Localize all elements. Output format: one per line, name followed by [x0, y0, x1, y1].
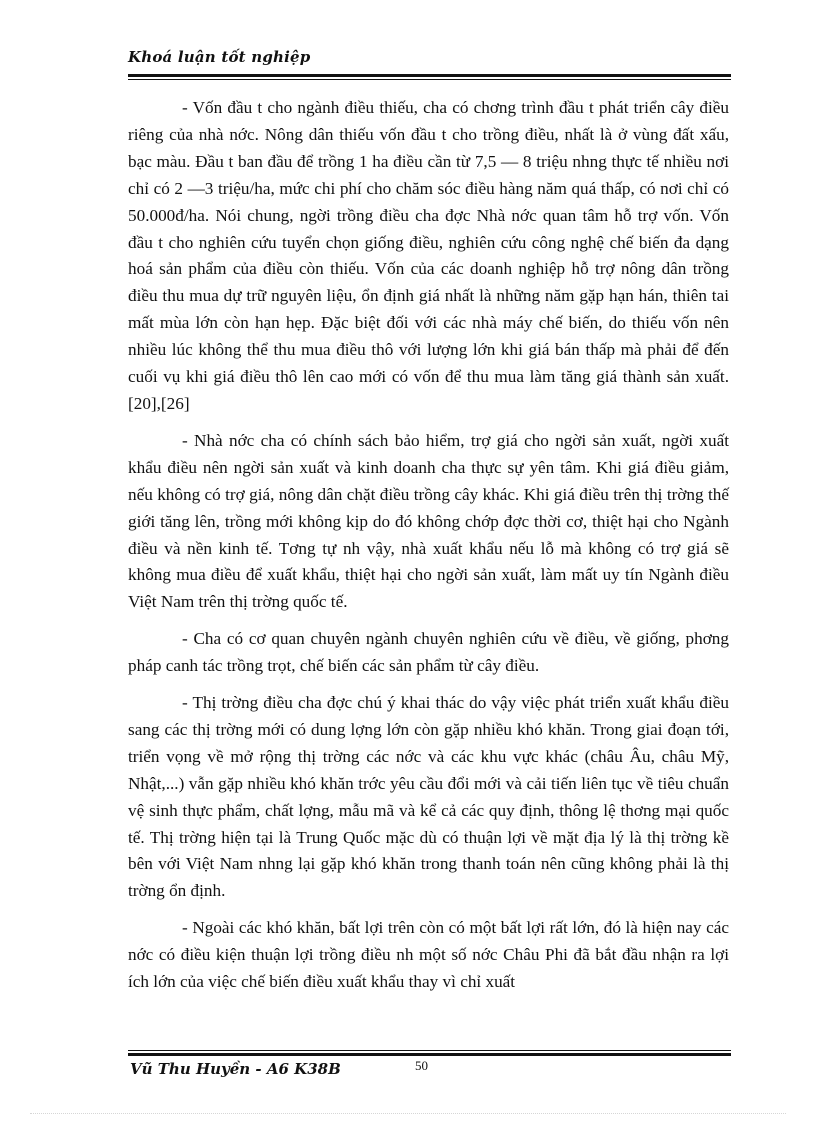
paragraph-capital-shortage: - Vốn đầu t cho ngành điều thiếu, cha có chơng trình đầu t phát triển cây điều riêng của nhà nớc. Nông dân thiếu vốn đầu t cho trồng điều, nhất là ở vùng đất xấu, bạc màu. Đầu t ban đầu để trồng 1 ha điều cần từ 7,5 — 8 triệu nhng thực tế nhiều nơi chỉ có 2 —3 triệu/ha, mức chi phí cho chăm sóc điều hàng năm quá thấp, có nơi chỉ có 50.000đ/ha. Nói chung, ngời trồng điều cha đợc Nhà nớc quan tâm hỗ trợ vốn. Vốn đầu t cho nghiên cứu tuyển chọn giống điều, nghiên cứu công nghệ chế biến đa dạng hoá sản phẩm của điều còn thiếu. Vốn của các doanh nghiệp hỗ trợ nông dân trồng điều thu mua dự trữ nguyên liệu, ổn định giá nhất là những năm gặp hạn hán, thiên tai mất mùa lớn còn hạn hẹp. Đặc biệt đối với các nhà máy chế biến, do thiếu vốn nên nhiều lúc không thể thu mua điều thô với lượng lớn khi giá bán thấp mà phải để đến cuối vụ khi giá điều thô lên cao mới có vốn để thu mua làm tăng giá thành sản xuất. [20],[26]: [128, 98, 729, 413]
header-title: Khoá luận tốt nghiệp: [128, 48, 311, 66]
page-body: [128, 95, 729, 1006]
paragraph-export-markets: - Thị trờng điều cha đợc chú ý khai thác do vậy việc phát triển xuất khẩu điều sang các thị trờng mới có dung lợng lớn còn gặp nhiều khó khăn. Trong giai đoạn tới, triển vọng về mở rộng thị trờng các nớc và các khu vực khác (châu Âu, châu Mỹ, Nhật,...) vẫn gặp nhiều khó khăn trớc yêu cầu đổi mới và cải tiến liên tục về tiêu chuẩn vệ sinh thực phẩm, chất lợng, mẫu mã và kể cả các quy định, thông lệ thơng mại quốc tế. Thị trờng hiện tại là Trung Quốc mặc dù có thuận lợi về mặt địa lý là thị trờng kề bên với Việt Nam nhng lại gặp khó khăn trong thanh toán nên cũng không phải là thị trờng ổn định.: [128, 693, 729, 901]
header-rule-thin: [128, 79, 731, 80]
paragraph-competition: - Ngoài các khó khăn, bất lợi trên còn có một bất lợi rất lớn, đó là hiện nay các nớc có điều kiện thuận lợi trồng điều nh một số nớc Châu Phi đã bắt đầu nhận ra lợi ích lớn của việc chế biến điều xuất khẩu thay vì chỉ xuất: [128, 918, 729, 992]
page-number: 50: [415, 1058, 428, 1073]
paragraph-insurance-policy: - Nhà nớc cha có chính sách bảo hiểm, trợ giá cho ngời sản xuất, ngời xuất khẩu điều nên ngời sản xuất và kinh doanh cha thực sự yên tâm. Khi giá điều giảm, nếu không có trợ giá, nông dân chặt điều trồng cây khác. Khi giá điều trên thị trờng thế giới tăng lên, trồng mới không kịp do đó không chớp đợc thời cơ, thiệt hại cho Ngành điều và nền kinh tế. Tơng tự nh vậy, nhà xuất khẩu nếu lỗ mà không có trợ giá sẽ không mua điều để xuất khẩu, thiệt hại cho ngời sản xuất, làm mất uy tín Ngành điều Việt Nam trên thị trờng quốc tế.: [128, 430, 729, 612]
paragraph-research-agency: - Cha có cơ quan chuyên ngành chuyên nghiên cứu về điều, về giống, phơng pháp canh tác trồng trọt, chế biến các sản phẩm từ cây điều.: [128, 629, 729, 676]
bottom-dotted-border: [30, 1113, 786, 1114]
header-rule-thick: [128, 74, 731, 77]
footer-rule-thick: [128, 1053, 731, 1056]
footer-rule-thin: [128, 1050, 731, 1051]
footer-author: Vũ Thu Huyền - A6 K38B: [130, 1060, 341, 1078]
